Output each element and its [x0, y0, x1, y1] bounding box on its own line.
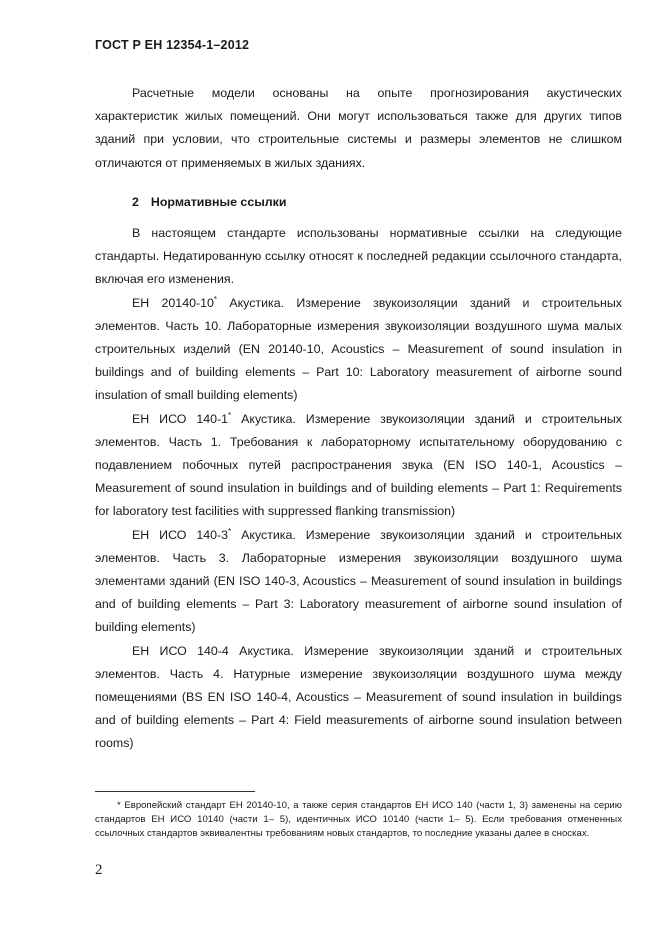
section-number: 2 — [132, 194, 139, 209]
reference-code: ЕН 20140-10 — [132, 295, 214, 310]
document-header: ГОСТ Р ЕН 12354-1–2012 — [95, 38, 250, 52]
section-title: Нормативные ссылки — [150, 194, 287, 209]
footnote-mark: * — [213, 294, 218, 304]
body-text — [95, 82, 622, 756]
reference-item — [95, 524, 622, 640]
footnote-mark: * — [228, 410, 232, 420]
footnote — [95, 799, 622, 841]
page-number: 2 — [95, 862, 103, 878]
section-intro: В настоящем стандарте использованы нормативные ссылки на следующие стандарты. Недатированную ссылку относят к последней редакции ссылочного стандарта, включая его изменения. — [95, 226, 622, 287]
reference-text: Акустика. Измерение звукоизоляции зданий и строительных элементов. Часть 3. Лабораторные измерения звукоизоляции воздушного шума элементами зданий (EN ISO 140-3, Acoustics – Measurement of sound insulation in buildings and of building elements – Part 3: Laboratory measurement of airborne sound insulation of building elements) — [95, 527, 622, 635]
footnote-mark: * — [117, 800, 121, 811]
reference-text: Акустика. Измерение звукоизоляции зданий и строительных элементов. Часть 4. Натурные измерение звукоизоляции воздушного шума между помещениями (BS EN ISO 140-4, Acoustics – Measurement of sound insulation in buildings and of building elements – Part 4: Field measurements of airborne sound insulation between rooms) — [95, 643, 622, 751]
footnote-divider — [95, 791, 255, 792]
reference-code: ЕН ИСО 140-3 — [132, 527, 229, 542]
section-heading — [95, 191, 622, 214]
reference-code: ЕН ИСО 140-1 — [132, 411, 229, 426]
footnote-text: Европейский стандарт ЕН 20140-10, а также серия стандартов ЕН ИСО 140 (части 1, 3) заменены на серию стандартов ЕН ИСО 10140 (части 1– 5), идентичных ИСО 10140 (части 1– 5). Если требования отмененных ссылочных стандартов эквивалентны требованиям новых стандартов, то последние указаны далее в сносках. — [95, 800, 622, 839]
reference-item — [95, 292, 622, 408]
reference-item — [95, 640, 622, 756]
reference-item — [95, 408, 622, 524]
reference-code: ЕН ИСО 140-4 — [132, 643, 229, 658]
reference-text: Акустика. Измерение звукоизоляции зданий и строительных элементов. Часть 10. Лабораторные измерения звукоизоляции воздушного шума малых строительных изделий (EN 20140-10, Acoustics – Measurement of sound insulation in buildings and of building elements – Part 10: Laboratory measurement of airborne sound insulation of small building elements) — [95, 295, 622, 403]
reference-text: Акустика. Измерение звукоизоляции зданий и строительных элементов. Часть 1. Требования к лабораторному испытательному оборудованию с подавлением побочных путей распространения звука (EN ISO 140-1, Acoustics – Measurement of sound insulation in buildings and of building elements – Part 1: Requirements for laboratory test facilities with suppressed flanking transmission) — [95, 411, 622, 519]
intro-paragraph: Расчетные модели основаны на опыте прогнозирования акустических характеристик жилых помещений. Они могут использоваться также для других типов зданий при условии, что строительные системы и размеры элементов не слишком отличаются от применяемых в жилых зданиях. — [95, 86, 622, 170]
footnote-mark: * — [228, 526, 232, 536]
